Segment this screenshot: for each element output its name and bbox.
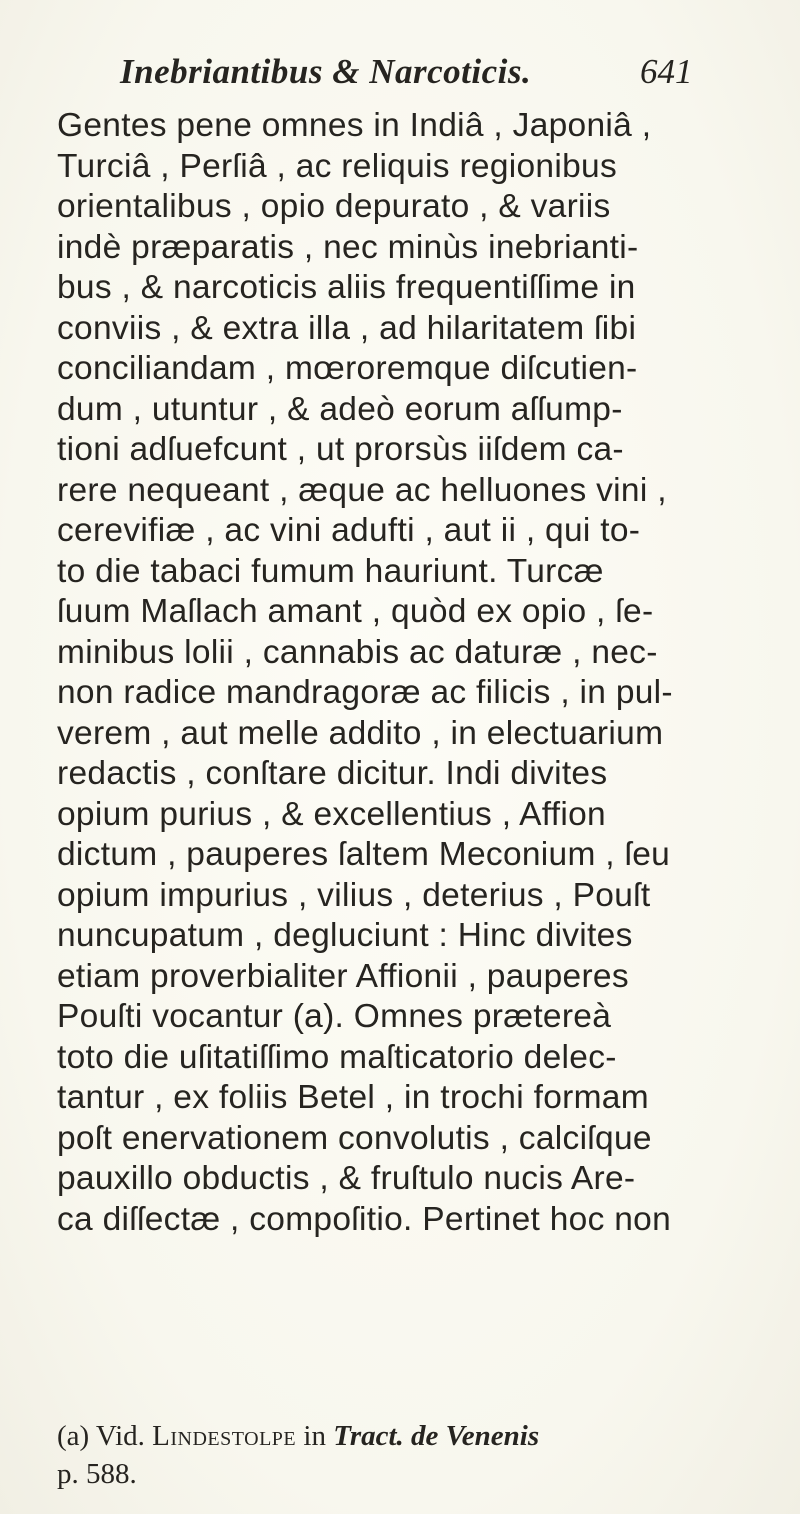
text-line: orientalibus , opio depurato , & variis	[57, 188, 611, 225]
text-line: to die tabaci fumum hauriunt. Turcæ	[57, 552, 604, 590]
body-text	[57, 106, 757, 1240]
footnote-page: p. 588.	[57, 1458, 137, 1490]
footnote-line	[57, 1417, 777, 1455]
text-line: rere nequeant , æque ac helluones vini ,	[57, 471, 667, 509]
text-line: verem , aut melle addito , in electuarium	[57, 714, 664, 752]
text-line: etiam proverbialiter Affionii , pauperes	[57, 957, 629, 995]
text-line: pauxillo obductis , & fruſtulo nucis Are-	[57, 1160, 636, 1197]
footnote-in: in	[303, 1420, 326, 1452]
text-line: tantur , ex foliis Betel , in trochi formam	[57, 1079, 649, 1116]
text-line: Pouſti vocantur (a). Omnes prætereà	[57, 998, 612, 1035]
text-line: dum , utuntur , & adeò eorum aſſump-	[57, 390, 623, 428]
running-title: Inebriantibus & Narcoticis.	[120, 52, 532, 91]
text-line: conviis , & extra illa , ad hilaritatem ſibi	[57, 309, 637, 347]
text-line: indè præparatis , nec minùs inebrianti-	[57, 228, 639, 266]
text-line: nuncupatum , degluciunt : Hinc divites	[57, 917, 633, 954]
text-line: dictum , pauperes ſaltem Meconium , ſeu	[57, 836, 671, 873]
text-line: Gentes pene omnes in Indiâ , Japoniâ ,	[57, 107, 652, 144]
text-line: non radice mandragoræ ac filicis , in pul-	[57, 674, 673, 711]
text-line: opium impurius , vilius , deterius , Pouſt	[57, 876, 651, 914]
text-line: tioni adſuefcunt , ut prorsùs iiſdem ca-	[57, 431, 624, 468]
page-number: 641	[640, 52, 693, 91]
text-line: poſt enervationem convolutis , calciſque	[57, 1119, 652, 1157]
text-line: redactis , conſtare dicitur. Indi divites	[57, 755, 608, 792]
text-line: cerevifiæ , ac vini adufti , aut ii , qui to-	[57, 512, 641, 549]
text-line: minibus lolii , cannabis ac daturæ , nec-	[57, 633, 658, 671]
text-line: opium purius , & excellentius , Affion	[57, 795, 606, 833]
footnote-ref: (a) Vid.	[57, 1420, 145, 1452]
text-line: ca diſſectæ , compoſitio. Pertinet hoc non	[57, 1200, 672, 1238]
text-line: conciliandam , mœroremque diſcutien-	[57, 350, 638, 387]
footnote	[57, 1417, 777, 1493]
footnote-title: Tract. de Venenis	[333, 1420, 540, 1452]
footnote-author: Lindestolpe	[152, 1420, 297, 1452]
text-line: Turciâ , Perſiâ , ac reliquis regionibus	[57, 147, 618, 185]
text-line: bus , & narcoticis aliis frequentiſſime in	[57, 269, 636, 306]
text-line: toto die uſitatiſſimo maſticatorio delec-	[57, 1038, 617, 1076]
text-line: ſuum Maſlach amant , quòd ex opio , ſe-	[57, 593, 654, 630]
running-head	[0, 52, 800, 102]
